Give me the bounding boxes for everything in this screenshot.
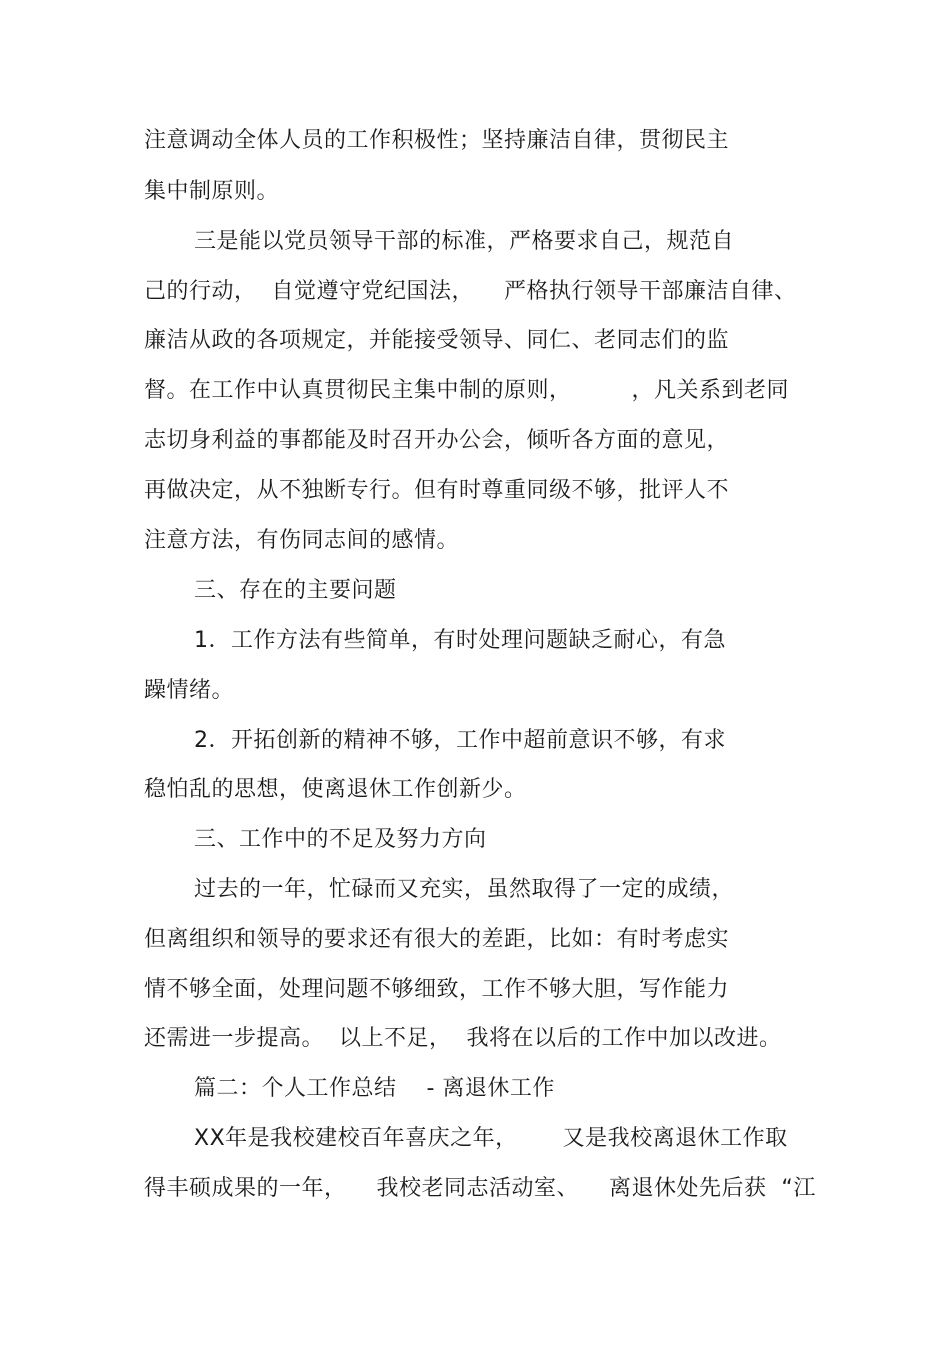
text-line-8: 再做决定，从不独断专行。但有时尊重同级不够，批评人不 [144,478,730,503]
text-line-14: 稳怕乱的思想，使离退休工作创新少。 [144,777,527,802]
text-line-18: 情不够全面，处理问题不够细致，工作不够大胆，写作能力 [144,977,730,1002]
text-line-1: 注意调动全体人员的工作积极性；坚持廉洁自律，贯彻民主 [144,128,730,153]
text-line-6: 督。在工作中认真贯彻民主集中制的原则， ，凡关系到老同 [144,378,789,403]
article-heading-2: 篇二：个人工作总结 - 离退休工作 [194,1076,555,1101]
text-line-5: 廉洁从政的各项规定，并能接受领导、同仁、老同志们的监 [144,328,730,353]
text-line-22: 得丰硕成果的一年， 我校老同志活动室、 离退休处先后获 “江 [144,1176,816,1201]
text-line-13: 2．开拓创新的精神不够，工作中超前意识不够，有求 [194,728,726,753]
text-line-11: 1．工作方法有些简单，有时处理问题缺乏耐心，有急 [194,628,726,653]
text-line-21: XX年是我校建校百年喜庆之年， 又是我校离退休工作取 [194,1126,788,1151]
text-line-7: 志切身利益的事都能及时召开办公会，倾听各方面的意见， [144,428,730,453]
text-line-3: 三是能以党员领导干部的标准，严格要求自己，规范自 [194,229,735,254]
section-heading-problems: 三、存在的主要问题 [194,578,397,603]
text-line-16: 过去的一年，忙碌而又充实，虽然取得了一定的成绩， [194,877,735,902]
text-line-4: 己的行动， 自觉遵守党纪国法， 严格执行领导干部廉洁自律、 [144,279,797,304]
text-line-17: 但离组织和领导的要求还有很大的差距，比如：有时考虑实 [144,927,730,952]
text-line-2: 集中制原则。 [144,179,280,204]
section-heading-shortcomings: 三、工作中的不足及努力方向 [194,827,487,852]
text-line-12: 躁情绪。 [144,678,235,703]
text-line-19: 还需进一步提高。 以上不足， 我将在以后的工作中加以改进。 [144,1026,782,1051]
text-line-9: 注意方法，有伤同志间的感情。 [144,528,460,553]
